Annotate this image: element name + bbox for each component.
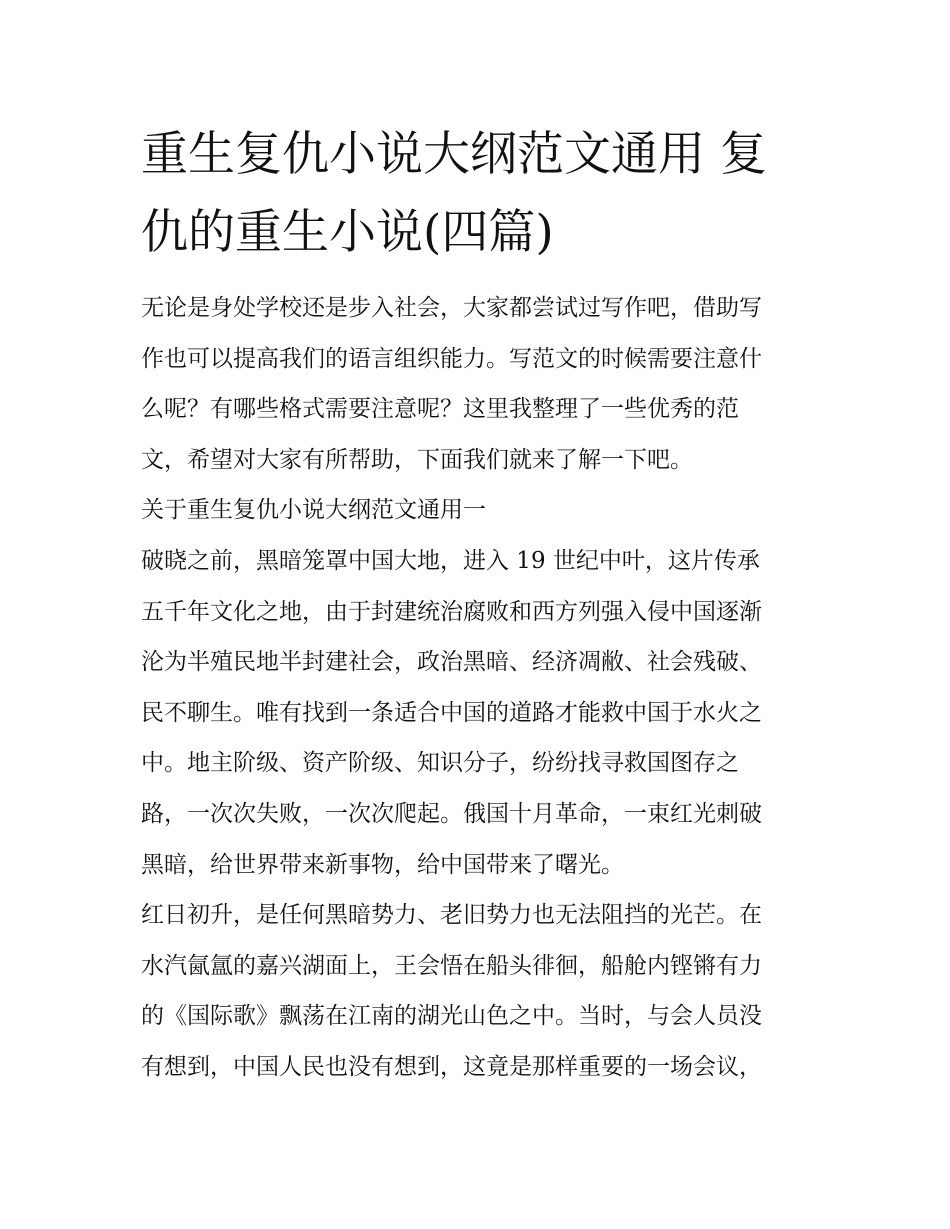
paragraph-line: 五千年文化之地，由于封建统治腐败和西方列强入侵中国逐渐 (141, 598, 762, 625)
title-line: 重生复仇小说大纲范文通用 复 (141, 127, 767, 182)
paragraph-line: 民不聊生。唯有找到一条适合中国的道路才能救中国于水火之 (141, 699, 762, 726)
paragraph-line: 有想到，中国人民也没有想到，这竟是那样重要的一场会议， (141, 1053, 762, 1080)
paragraph-line: 路，一次次失败，一次次爬起。俄国十月革命，一束红光刺破 (141, 800, 762, 827)
paragraph-line: 作也可以提高我们的语言组织能力。写范文的时候需要注意什 (141, 345, 762, 372)
paragraph-line: 水汽氤氲的嘉兴湖面上，王会悟在船头徘徊，船舱内铿锵有力 (141, 952, 762, 979)
document-title (141, 116, 821, 272)
paragraph-line: 红日初升，是任何黑暗势力、老旧势力也无法阻挡的光芒。在 (141, 902, 762, 929)
paragraph-line: 黑暗，给世界带来新事物，给中国带来了曙光。 (141, 851, 624, 878)
title-line: 仇的重生小说(四篇) (141, 205, 554, 260)
paragraph-line: 破晓之前，黑暗笼罩中国大地，进入 19 世纪中叶，这片传承 (141, 547, 760, 574)
paragraph-line: 无论是身处学校还是步入社会，大家都尝试过写作吧，借助写 (141, 295, 762, 321)
paragraph-line: 沦为半殖民地半封建社会，政治黑暗、经济凋敝、社会残破、 (141, 649, 762, 676)
section-heading: 关于重生复仇小说大纲范文通用一 (141, 497, 486, 524)
paragraph-line: 中。地主阶级、资产阶级、知识分子，纷纷找寻救国图存之 (141, 750, 739, 777)
paragraph-line: 么呢？有哪些格式需要注意呢？这里我整理了一些优秀的范 (141, 396, 739, 423)
paragraph-line: 的《国际歌》飘荡在江南的湖光山色之中。当时，与会人员没 (141, 1003, 762, 1030)
paragraph-line: 文，希望对大家有所帮助，下面我们就来了解一下吧。 (141, 446, 693, 473)
document-body (141, 283, 821, 1093)
